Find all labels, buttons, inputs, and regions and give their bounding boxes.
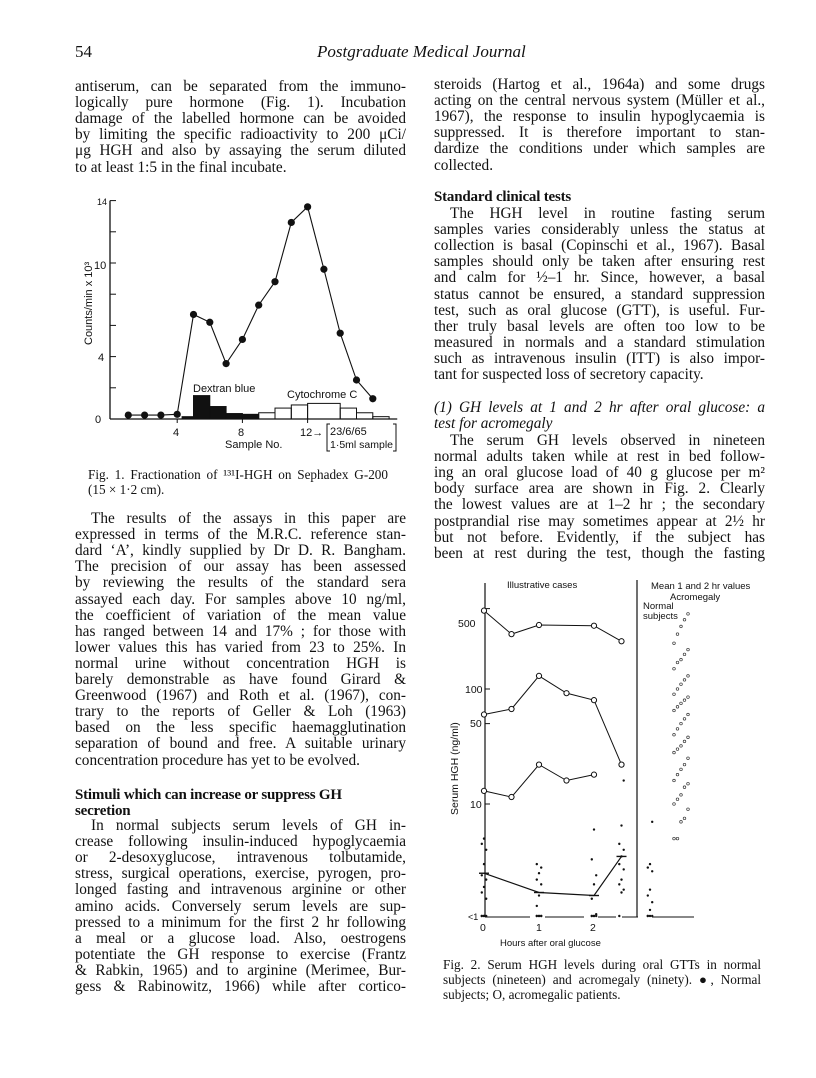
normal-mean-value-point bbox=[647, 866, 649, 868]
fig2-ytick-100: 100 bbox=[465, 684, 483, 696]
text-line: and calm for ½–1 hr. Since, however, a basal bbox=[434, 269, 765, 287]
text-line: the lowest values are at 1–2 hr ; the secondary bbox=[434, 496, 765, 514]
fig1-data-point bbox=[206, 319, 213, 326]
acromegaly-mean-value-point bbox=[676, 773, 679, 776]
text-line: (1) GH levels at 1 and 2 hr after oral glucose: a bbox=[434, 399, 765, 416]
dextran-blue-bar bbox=[194, 396, 210, 419]
normal-subject-point bbox=[485, 878, 487, 880]
text-line: tant for suspected loss of secretory capacity. bbox=[434, 366, 704, 383]
acromegaly-mean-value-point bbox=[687, 757, 690, 760]
text-line: Stimuli which can increase or suppress GH bbox=[75, 787, 342, 803]
normal-subject-point bbox=[536, 915, 538, 917]
text-line: 1967), the response to insulin hypoglycaemia is bbox=[434, 108, 765, 126]
normal-subject-point bbox=[618, 843, 620, 845]
page-number: 54 bbox=[75, 42, 92, 61]
acromegaly-mean-value-point bbox=[676, 688, 679, 691]
acromegaly-mean-value-point bbox=[673, 837, 676, 840]
acromegaly-mean-value-point bbox=[683, 786, 686, 789]
fig1-legend-cytochrome-c: Cytochrome C bbox=[287, 389, 358, 401]
fig2-ytick-lt1: <1 bbox=[468, 912, 479, 922]
text-line: or 2-desoxyglucose, intravenous tolbutamide, bbox=[75, 849, 406, 867]
acromegaly-mean-value-point bbox=[680, 625, 683, 628]
text-line: amino acids. Conversely serum levels are sup- bbox=[75, 897, 406, 915]
text-line: has ranged between 14 and 17% ; for those with bbox=[75, 622, 406, 640]
normal-subject-point bbox=[618, 863, 620, 865]
text-line: suppressed. It is therefore important to stan- bbox=[434, 124, 765, 142]
fig2-xlabel: Hours after oral glucose bbox=[500, 938, 601, 949]
normal-mean-value-point bbox=[647, 894, 649, 896]
fig1-data-point bbox=[304, 203, 311, 210]
text-line: dard ‘A’, kindly supplied by Dr D. R. Bangham. bbox=[75, 542, 406, 560]
text-line: based on the less specific haemagglutination bbox=[75, 719, 406, 737]
acromegaly-mean-value-point bbox=[683, 763, 686, 766]
normal-subject-point bbox=[620, 855, 622, 857]
fig2-xtick-0: 0 bbox=[480, 922, 486, 934]
acromegalic-point bbox=[536, 762, 541, 767]
text-line: logically pure hormone (Fig. 1). Incubation bbox=[75, 94, 406, 112]
normal-subject-point bbox=[536, 905, 538, 907]
fig1-data-point bbox=[174, 411, 181, 418]
fig2-label-subjects: subjects bbox=[643, 611, 678, 622]
fig1-ytick-10: 10 bbox=[94, 260, 107, 272]
cytochrome-c-bar bbox=[308, 403, 341, 419]
fig2-ytick-50: 50 bbox=[470, 718, 482, 730]
acromegalic-point bbox=[564, 778, 569, 783]
normal-subject-point bbox=[540, 866, 542, 868]
fig2-xtick-1: 1 bbox=[536, 922, 542, 934]
text-line: The HGH level in routine fasting serum bbox=[450, 205, 765, 222]
text-line: pressed to a minimum for the first 2 hr following bbox=[75, 913, 406, 931]
acromegalic-point bbox=[564, 691, 569, 696]
fig1-xtick-8: 8 bbox=[238, 427, 245, 439]
normal-subject-point bbox=[538, 872, 540, 874]
acromegalic-point bbox=[481, 712, 486, 717]
text-line: expressed in terms of the M.R.C. reference stan- bbox=[75, 526, 406, 544]
journal-title: Postgraduate Medical Journal bbox=[317, 42, 526, 61]
acromegaly-mean-value-point bbox=[687, 713, 690, 716]
text-line: acting on the central nervous system (Müller et al., bbox=[434, 92, 765, 110]
text-line: In normal subjects serum levels of GH in- bbox=[91, 817, 406, 834]
normal-subject-point bbox=[623, 849, 625, 851]
cytochrome-c-bar bbox=[259, 413, 275, 419]
acromegaly-mean-value-point bbox=[676, 661, 679, 664]
figure-1-chart bbox=[83, 197, 397, 451]
acromegaly-mean-value-point bbox=[680, 683, 683, 686]
normal-subject-point bbox=[591, 915, 593, 917]
normal-mean-value-point bbox=[649, 863, 651, 865]
fig1-xtick-12: 12→ bbox=[300, 427, 324, 439]
text-line: trary to the reports of Geller & Loh (1963) bbox=[75, 703, 406, 721]
normal-subject-point bbox=[593, 828, 595, 830]
text-line: longed fasting and intravenous arginine or other bbox=[75, 881, 406, 899]
normal-mean-value-point bbox=[651, 901, 653, 903]
text-line: ing an oral glucose load of 40 g glucose per m² bbox=[434, 464, 765, 482]
acromegaly-mean-value-point bbox=[680, 702, 683, 705]
normal-subject-point bbox=[591, 858, 593, 860]
normal-subject-point bbox=[591, 898, 593, 900]
normal-subject-point bbox=[483, 915, 485, 917]
text-line: samples should only be taken after ensuring rest bbox=[434, 253, 765, 271]
fig1-box-date: 23/6/65 bbox=[330, 426, 367, 438]
normal-subject-point bbox=[536, 863, 538, 865]
normal-subject-point bbox=[483, 886, 485, 888]
fig1-box-volume: 1·5ml sample bbox=[330, 439, 394, 451]
fig1-legend-dextran-blue: Dextran blue bbox=[193, 383, 256, 395]
acromegalic-case-line bbox=[484, 611, 622, 642]
acromegalic-point bbox=[591, 698, 596, 703]
fig1-data-point bbox=[369, 395, 376, 402]
acromegaly-mean-value-point bbox=[673, 779, 676, 782]
acromegalic-point bbox=[591, 772, 596, 777]
text-line: & Rabkin, 1965) and to arginine (Merimee, Bur- bbox=[75, 961, 406, 979]
fig2-label-acromegaly: Acromegaly bbox=[670, 592, 721, 603]
cytochrome-c-bar bbox=[275, 408, 291, 419]
normal-mean-value-point bbox=[647, 915, 649, 917]
normal-subject-point bbox=[485, 898, 487, 900]
acromegalic-point bbox=[509, 706, 514, 711]
acromegaly-mean-value-point bbox=[673, 642, 676, 645]
acromegaly-mean-value-point bbox=[687, 782, 690, 785]
text-line: Fig. 1. Fractionation of ¹³¹I-HGH on Sephadex G-200 bbox=[88, 467, 388, 482]
normal-subject-point bbox=[593, 915, 595, 917]
normal-subject-point bbox=[483, 863, 485, 865]
text-line: lower values this has varied from 23 to 25%. In bbox=[75, 638, 406, 656]
normal-subject-point bbox=[536, 878, 538, 880]
fig1-xtick-4: 4 bbox=[173, 427, 180, 439]
normal-subject-point bbox=[618, 915, 620, 917]
text-line: collected. bbox=[434, 156, 494, 174]
normal-subject-point bbox=[481, 891, 483, 893]
normal-subject-point bbox=[540, 915, 542, 917]
normal-subject-point bbox=[620, 878, 622, 880]
text-line: antiserum, can be separated from the immuno- bbox=[75, 78, 406, 95]
text-line: a meal or a glucose load. Also, oestrogens bbox=[75, 929, 406, 947]
fig1-data-point bbox=[288, 219, 295, 226]
normal-mean-value-point bbox=[649, 915, 651, 917]
acromegaly-mean-value-point bbox=[680, 794, 683, 797]
acromegaly-mean-value-point bbox=[687, 808, 690, 811]
acromegaly-mean-value-point bbox=[683, 718, 686, 721]
text-line: The precision of our assay has been assessed bbox=[75, 558, 406, 576]
normal-subject-point bbox=[593, 883, 595, 885]
acromegaly-mean-value-point bbox=[687, 648, 690, 651]
text-line: separation of bound and free. A suitable urinary bbox=[75, 735, 406, 753]
acromegalic-point bbox=[481, 608, 486, 613]
fig1-data-point bbox=[353, 376, 360, 383]
acromegaly-mean-value-point bbox=[687, 675, 690, 678]
normal-mean-value-point bbox=[651, 870, 653, 872]
fig1-data-point bbox=[239, 336, 246, 343]
normal-subject-point bbox=[595, 874, 597, 876]
text-line: subjects (nineteen) and acromegaly (ninety). ●, Normal bbox=[443, 972, 761, 987]
text-line: normal adults taken while at rest in bed follow- bbox=[434, 448, 765, 466]
acromegalic-case-line bbox=[484, 676, 622, 765]
acromegalic-point bbox=[591, 623, 596, 628]
text-line: stress, surgical operations, exercise, pyrogen, pro- bbox=[75, 865, 406, 883]
acromegaly-mean-value-point bbox=[687, 736, 690, 739]
acromegaly-mean-value-point bbox=[673, 709, 676, 712]
acromegaly-mean-value-point bbox=[673, 667, 676, 670]
text-line: to at least 1:5 in the final incubate. bbox=[75, 158, 287, 176]
text-line: been at rest during the test, though the fasting bbox=[434, 544, 765, 562]
fig2-ytick-10: 10 bbox=[470, 799, 482, 811]
acromegaly-mean-value-point bbox=[676, 728, 679, 731]
dextran-blue-bar bbox=[182, 417, 193, 419]
acromegaly-mean-value-point bbox=[683, 699, 686, 702]
text-line: (15 × 1·2 cm). bbox=[88, 482, 165, 497]
text-line: collection is basal (Copinschi et al., 1967). Basal bbox=[434, 237, 765, 255]
fig1-data-point bbox=[125, 412, 132, 419]
normal-mean-value-point bbox=[651, 821, 653, 823]
normal-subject-point bbox=[481, 874, 483, 876]
normal-subject-point bbox=[485, 915, 487, 917]
text-line: assayed each day. For samples above 10 ng/ml, bbox=[75, 590, 406, 608]
fig1-ytick-14: 14 bbox=[97, 197, 108, 207]
text-line: dardize the conditions under which samples are bbox=[434, 140, 765, 158]
acromegalic-point bbox=[536, 673, 541, 678]
text-line: samples varies considerably unless the status at bbox=[434, 221, 765, 239]
acromegaly-mean-value-point bbox=[687, 613, 690, 616]
normal-subject-point bbox=[481, 843, 483, 845]
normal-subject-point bbox=[538, 915, 540, 917]
text-line: status cannot be ensured, a standard suppression bbox=[434, 285, 765, 303]
text-line: test, such as oral glucose (GTT), is useful. Fur- bbox=[434, 301, 765, 319]
acromegaly-mean-value-point bbox=[673, 803, 676, 806]
text-line: damage of the labelled hormone can be avoided bbox=[75, 110, 406, 128]
normal-subject-point bbox=[618, 883, 620, 885]
acromegaly-mean-value-point bbox=[687, 696, 690, 699]
normal-mean-line bbox=[484, 856, 622, 895]
normal-subject-point bbox=[595, 913, 597, 915]
acromegaly-mean-value-point bbox=[683, 679, 686, 682]
acromegaly-mean-value-point bbox=[683, 740, 686, 743]
fig1-ylabel: Counts/min x 10³ bbox=[83, 261, 95, 345]
acromegaly-mean-value-point bbox=[676, 748, 679, 751]
fig2-label-normal: Normal bbox=[643, 601, 674, 612]
fig2-ylabel: Serum HGH (ng/ml) bbox=[449, 722, 461, 815]
acromegalic-point bbox=[536, 622, 541, 627]
text-line: postprandial rise may sometimes appear at 2½ hr bbox=[434, 512, 765, 530]
text-line: measured in normals and a standard stimulation bbox=[434, 333, 765, 351]
figure-2-chart bbox=[449, 580, 751, 949]
text-line: but not before. Evidently, if the subject has bbox=[434, 528, 765, 546]
acromegaly-mean-value-point bbox=[683, 653, 686, 656]
cytochrome-c-bar bbox=[291, 405, 307, 419]
acromegalic-point bbox=[509, 632, 514, 637]
text-line: by limiting the specific radioactivity to 200 μCi/ bbox=[75, 126, 406, 144]
normal-subject-point bbox=[485, 849, 487, 851]
text-line: body surface area are shown in Fig. 2. Clearly bbox=[434, 480, 765, 498]
acromegalic-point bbox=[619, 639, 624, 644]
normal-subject-point bbox=[540, 883, 542, 885]
fig1-ytick-0: 0 bbox=[95, 414, 102, 426]
normal-subject-point bbox=[623, 868, 625, 870]
normal-subject-point bbox=[481, 915, 483, 917]
acromegaly-mean-value-point bbox=[676, 633, 679, 636]
fig2-label-mean: Mean 1 and 2 hr values bbox=[651, 581, 751, 592]
acromegaly-mean-value-point bbox=[680, 821, 683, 824]
normal-mean-value-point bbox=[649, 888, 651, 890]
normal-subject-point bbox=[483, 837, 485, 839]
acromegaly-mean-value-point bbox=[683, 618, 686, 621]
fig1-data-point bbox=[337, 330, 344, 337]
acromegalic-point bbox=[509, 794, 514, 799]
dextran-blue-bar bbox=[210, 407, 226, 419]
normal-subject-point bbox=[538, 894, 540, 896]
text-line: The serum GH levels observed in nineteen bbox=[450, 432, 765, 449]
fig1-data-point bbox=[320, 266, 327, 273]
text-line: Standard clinical tests bbox=[434, 189, 572, 205]
fig2-ytick-500: 500 bbox=[458, 618, 476, 630]
text-line: subjects; O, acromegalic patients. bbox=[443, 987, 621, 1002]
text-line: steroids (Hartog et al., 1964a) and some drugs bbox=[434, 76, 765, 93]
acromegaly-mean-value-point bbox=[680, 745, 683, 748]
acromegaly-mean-value-point bbox=[680, 768, 683, 771]
text-line: crease following insulin-induced hypoglycaemia bbox=[75, 833, 406, 851]
acromegaly-mean-value-point bbox=[673, 751, 676, 754]
fig1-data-point bbox=[141, 412, 148, 419]
text-line: The results of the assays in this paper are bbox=[91, 510, 406, 527]
fig1-ytick-4: 4 bbox=[98, 352, 105, 364]
acromegaly-mean-value-point bbox=[676, 706, 679, 709]
normal-mean-value-point bbox=[649, 909, 651, 911]
acromegaly-mean-value-point bbox=[676, 837, 679, 840]
acromegalic-point bbox=[481, 788, 486, 793]
text-line: by reviewing the results of the standard sera bbox=[75, 574, 406, 592]
acromegaly-mean-value-point bbox=[673, 693, 676, 696]
fig1-data-point bbox=[255, 302, 262, 309]
text-line: μg HGH and also by assaying the serum diluted bbox=[75, 142, 406, 160]
cytochrome-c-bar bbox=[357, 413, 373, 419]
acromegaly-mean-value-point bbox=[680, 658, 683, 661]
text-line: Greenwood (1967) and Roth et al. (1967), con- bbox=[75, 687, 406, 705]
fig1-data-point bbox=[223, 360, 230, 367]
acromegaly-mean-value-point bbox=[673, 733, 676, 736]
text-line: secretion bbox=[75, 803, 131, 820]
fig1-xlabel: Sample No. bbox=[225, 439, 283, 451]
cytochrome-c-bar bbox=[340, 408, 356, 419]
text-line: such as intravenous insulin (ITT) is also impor- bbox=[434, 349, 765, 367]
normal-subject-point bbox=[620, 891, 622, 893]
normal-subject-point bbox=[623, 888, 625, 890]
acromegaly-mean-value-point bbox=[676, 798, 679, 801]
fig1-data-point bbox=[271, 278, 278, 285]
acromegaly-mean-value-point bbox=[680, 722, 683, 725]
text-line: Fig. 2. Serum HGH levels during oral GTTs in normal bbox=[443, 957, 761, 972]
text-line: normal urine without concentration HGH is bbox=[75, 654, 406, 672]
fig1-data-point bbox=[157, 412, 164, 419]
fig1-data-point bbox=[190, 311, 197, 318]
acromegalic-case-line bbox=[484, 765, 594, 797]
text-line: barely demonstrable as have found Girard & bbox=[75, 671, 406, 688]
normal-subject-point bbox=[623, 779, 625, 781]
normal-mean-value-point bbox=[651, 915, 653, 917]
text-line: potentiate the GH response to exercise (Frantz bbox=[75, 945, 406, 963]
text-line: the coefficient of variation of the mean value bbox=[75, 606, 406, 624]
cytochrome-c-bar bbox=[373, 417, 389, 419]
fig2-xtick-2: 2 bbox=[590, 922, 596, 934]
dextran-blue-bar bbox=[226, 414, 242, 419]
dextran-blue-bar bbox=[242, 414, 258, 419]
text-line: gess & Rabinowitz, 1966) while after cortico- bbox=[75, 978, 406, 995]
text-line: test for acromegaly bbox=[434, 415, 553, 433]
text-line: concentration procedure has yet to be evolved. bbox=[75, 751, 361, 769]
acromegalic-point bbox=[619, 762, 624, 767]
text-line: ther truly basal levels are often too low to be bbox=[434, 317, 765, 335]
normal-subject-point bbox=[620, 824, 622, 826]
fig2-label-illustrative: Illustrative cases bbox=[507, 580, 578, 591]
acromegaly-mean-value-point bbox=[683, 817, 686, 820]
